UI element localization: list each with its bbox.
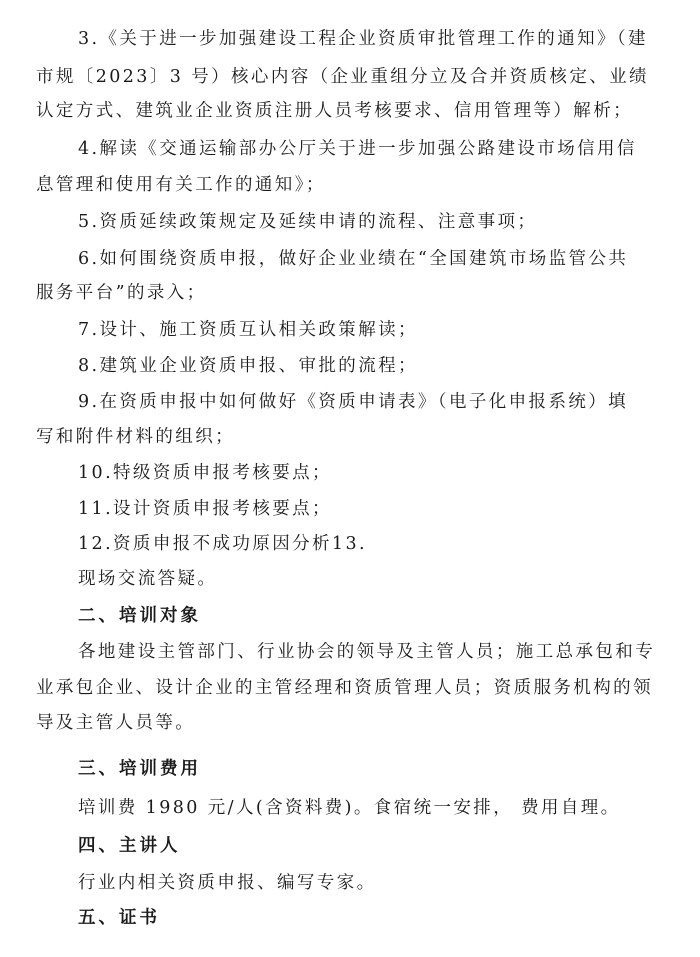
section-4-title: 四、主讲人 (78, 836, 181, 856)
section-2-title: 二、培训对象 (78, 606, 201, 626)
item-13: 现场交流答疑。 (78, 569, 218, 589)
item-3-line-2: 市规〔2023〕3 号）核心内容（企业重组分立及合并资质核定、业绩 (36, 67, 649, 87)
item-9-line-2: 写和附件材料的组织； (36, 427, 235, 447)
item-7: 7.设计、施工资质互认相关政策解读； (78, 320, 418, 340)
item-3-line-1: 3.《关于进一步加强建设工程企业资质审批管理工作的通知》（建 (78, 29, 648, 49)
item-10: 10.特级资质申报考核要点； (78, 463, 332, 483)
item-6-line-2: 服务平台”的录入； (36, 283, 207, 303)
section-2-line-3: 导及主管人员等。 (36, 713, 196, 733)
item-4-line-1: 4.解读《交通运输部办公厅关于进一步加强公路建设市场信用信 (78, 139, 637, 159)
item-9-line-1: 9.在资质申报中如何做好《资质申请表》（电子化申报系统）填 (78, 392, 629, 412)
section-5-title: 五、证书 (78, 908, 160, 928)
section-4-body: 行业内相关资质申报、编写专家。 (78, 873, 377, 893)
item-5: 5.资质延续政策规定及延续申请的流程、注意事项； (78, 212, 538, 232)
item-6-line-1: 6.如何围绕资质申报，做好企业业绩在“全国建筑市场监管公共 (78, 249, 629, 269)
section-2-line-1: 各地建设主管部门、行业协会的领导及主管人员；施工总承包和专 (78, 642, 656, 662)
section-3-body: 培训费 1980 元/人(含资料费)。食宿统一安排， 费用自理。 (78, 798, 621, 818)
item-12: 12.资质申报不成功原因分析13. (78, 534, 367, 554)
item-11: 11.设计资质申报考核要点； (78, 499, 332, 519)
item-8: 8.建筑业企业资质申报、审批的流程； (78, 356, 418, 376)
section-3-title: 三、培训费用 (78, 759, 201, 779)
item-3-line-3: 认定方式、建筑业企业资质注册人员考核要求、信用管理等）解析； (36, 101, 633, 121)
section-2-line-2: 业承包企业、设计企业的主管经理和资质管理人员；资质服务机构的领 (36, 678, 653, 698)
item-4-line-2: 息管理和使用有关工作的通知》； (36, 175, 326, 195)
